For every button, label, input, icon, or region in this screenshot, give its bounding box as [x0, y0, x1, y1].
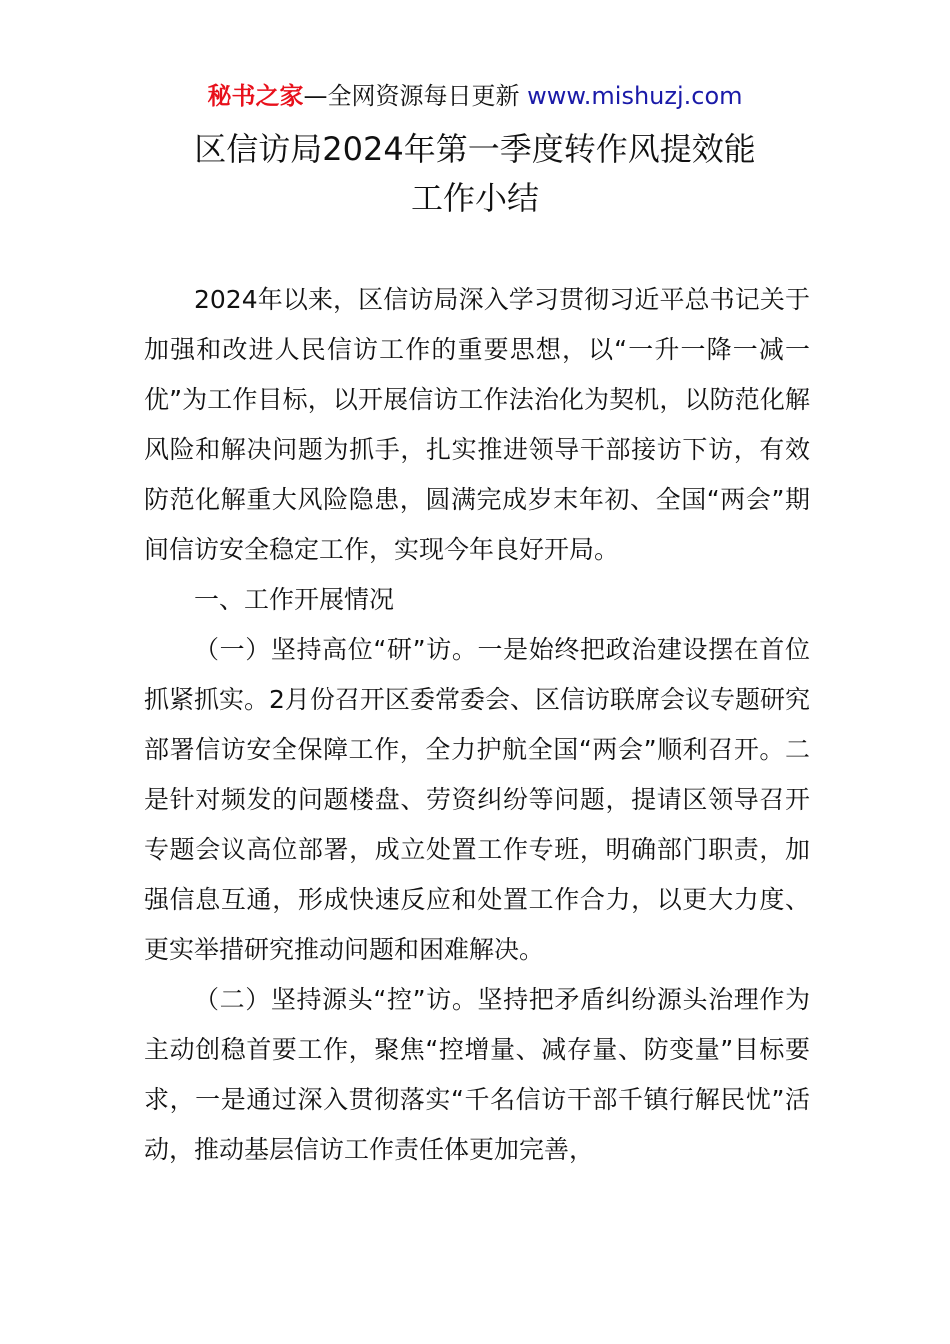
- intro-paragraph: 2024年以来，区信访局深入学习贯彻习近平总书记关于加强和改进人民信访工作的重要思想，以“一升一降一减一优”为工作目标，以开展信访工作法治化为契机，以防范化解风险和解决问题为抓手，扎实推进领导干部接访下访，有效防范化解重大风险隐患，圆满完成岁末年初、全国“两会”期间信访安全稳定工作，实现今年良好开局。: [144, 285, 810, 564]
- site-brand: 秘书之家: [207, 82, 304, 110]
- site-url-link[interactable]: www.mishuzj.com: [527, 82, 743, 110]
- body-paragraph: （一）坚持高位“研”访。一是始终把政治建设摆在首位抓紧抓实。2月份召开区委常委会、区信访联席会议专题研究部署信访安全保障工作，全力护航全国“两会”顺利召开。二是针对频发的问题楼盘、劳资纠纷等问题，提请区领导召开专题会议高位部署，成立处置工作专班，明确部门职责，加强信息互通，形成快速反应和处置工作合力，以更大力度、更实举措研究推动问题和困难解决。: [144, 635, 810, 964]
- document-title-line-1: 区信访局2024年第一季度转作风提效能: [194, 130, 756, 168]
- site-header: [0, 80, 950, 112]
- body-paragraph: （二）坚持源头“控”访。坚持把矛盾纠纷源头治理作为主动创稳首要工作，聚焦“控增量、减存量、防变量”目标要求，一是通过深入贯彻落实“千名信访干部千镇行解民忧”活动，推动基层信访工作责任体更加完善，: [144, 985, 810, 1164]
- site-tagline: —全网资源每日更新: [303, 82, 520, 110]
- section-heading: 一、工作开展情况: [194, 585, 395, 614]
- document-body: [144, 275, 810, 1175]
- document-title-line-2: 工作小结: [410, 179, 539, 217]
